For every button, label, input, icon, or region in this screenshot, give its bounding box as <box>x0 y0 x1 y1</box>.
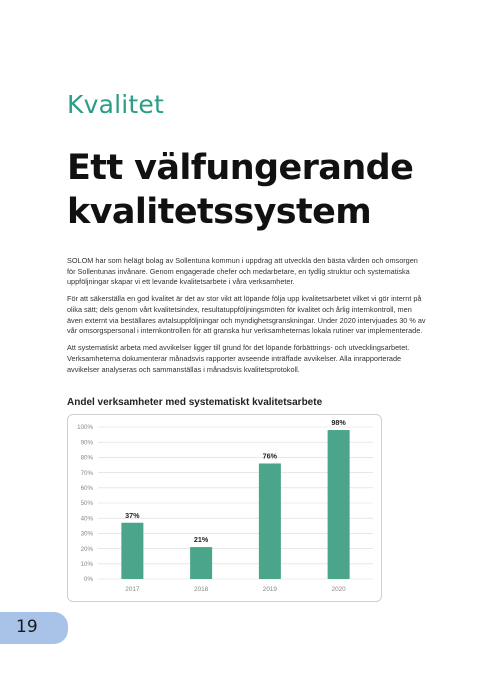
body-text <box>67 256 427 382</box>
y-tick-label: 40% <box>80 515 93 523</box>
bar-chart <box>68 415 383 603</box>
bar <box>190 547 212 579</box>
paragraph-intro: SOLOM har som helägt bolag av Sollentuna kommun i uppdrag att utveckla den bästa vården och omsorgen för Sollentunas invånare. Genom engagerade chefer och medarbetare, en tydlig struktur och systematiska uppföljningar skapar vi ett levande kvalitetsarbete i våra verksamheter. <box>67 256 418 287</box>
bar-value-label: 76% <box>262 451 278 461</box>
page-headline <box>67 146 447 234</box>
headline-line-1: Ett välfungerande <box>67 148 414 188</box>
bar-value-label: 37% <box>125 510 140 520</box>
y-tick-label: 0% <box>84 576 93 584</box>
page-number: 19 <box>16 617 38 637</box>
section-title: Kvalitet <box>67 90 164 119</box>
y-tick-label: 20% <box>80 545 93 553</box>
x-tick-label: 2018 <box>194 586 209 593</box>
y-tick-label: 60% <box>80 485 93 492</box>
bar-chart-frame <box>67 414 382 602</box>
chart-title: Andel verksamheter med systematiskt kvalitetsarbete <box>67 397 323 408</box>
bar <box>259 463 281 579</box>
y-tick-label: 70% <box>80 469 93 477</box>
y-tick-label: 50% <box>80 500 93 508</box>
paragraph-follow-up: För att säkerställa en god kvalitet är det av stor vikt att löpande följa upp kvalitetsarbetet vilket vi gör internt på olika sätt; dels genom vårt kvalitetsindex, resultatuppföljningsmöten för kvalitet och årlig internkontroll, men även externt via beställares avtalsuppföljningar och myndighetsgranskningar. Under 2020 intervjuades 30 % av vår omsorgspersonal i internkontrollen för att granska hur verksamheternas lokala rutiner var implementerade. <box>67 294 426 336</box>
y-tick-label: 10% <box>80 561 93 568</box>
x-tick-label: 2020 <box>331 586 346 593</box>
y-tick-label: 80% <box>80 454 93 462</box>
page-number-tab <box>0 612 68 644</box>
bar-value-label: 21% <box>193 535 209 545</box>
headline-line-2: kvalitetssystem <box>67 192 372 232</box>
x-tick-label: 2017 <box>125 586 140 593</box>
bar <box>121 523 143 579</box>
x-tick-label: 2019 <box>262 586 277 593</box>
y-tick-label: 100% <box>77 424 93 432</box>
y-tick-label: 30% <box>80 530 93 538</box>
bar <box>328 430 350 579</box>
paragraph-deviations: Att systematiskt arbeta med avvikelser ligger till grund för det löpande förbättrings- och utvecklingsarbetet. Verksamheterna dokumenterar månadsvis rapporter avseende inträffade avvikelser. Alla inrapporterade avvikelser analyseras och sammanställas i månadsvis kvalitetsprotokoll. <box>67 343 410 374</box>
bar-value-label: 98% <box>331 418 346 428</box>
y-tick-label: 90% <box>80 439 93 447</box>
